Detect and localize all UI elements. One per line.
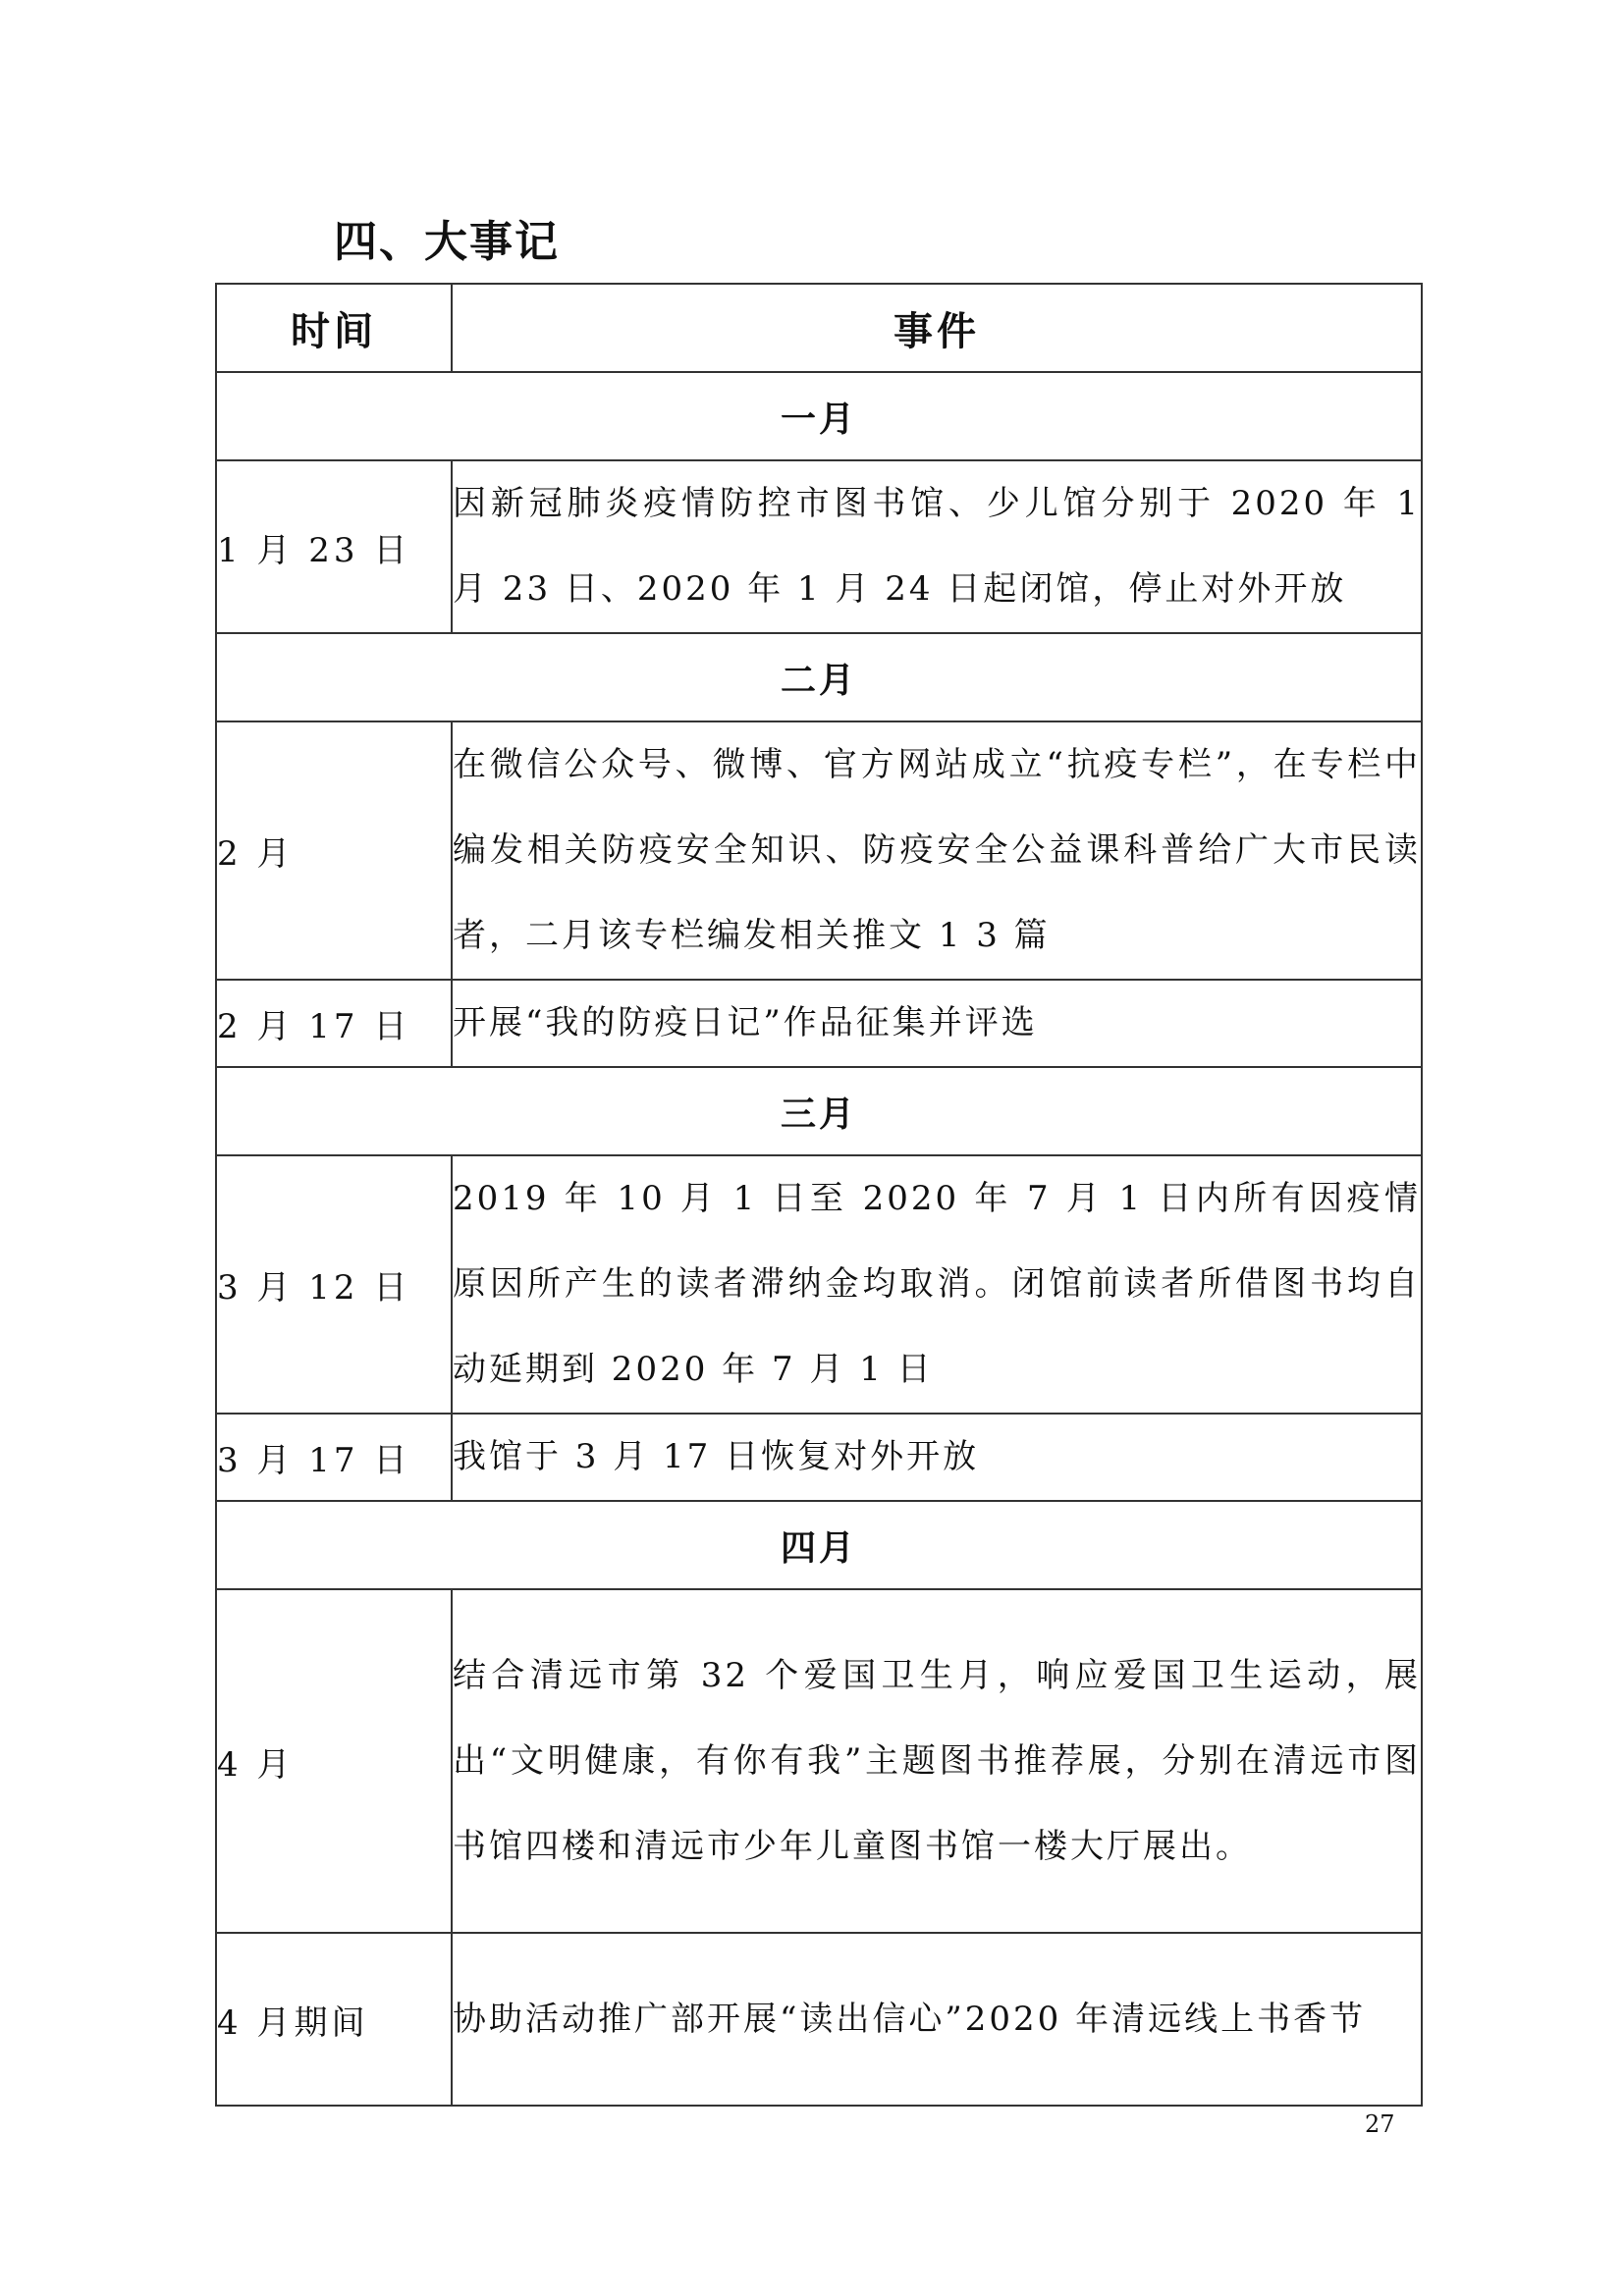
month-label: 三月: [216, 1067, 1422, 1155]
section-heading: 四、大事记: [334, 217, 560, 267]
header-time: 时间: [216, 284, 452, 372]
table-row: [216, 721, 1422, 980]
event-time: 2 月 17 日: [216, 980, 452, 1067]
event-description: 因新冠肺炎疫情防控市图书馆、少儿馆分别于 2020 年 1 月 23 日、2020 年 1 月 24 日起闭馆，停止对外开放: [452, 460, 1422, 633]
event-description: 开展“我的防疫日记”作品征集并评选: [452, 980, 1422, 1067]
month-row: [216, 1501, 1422, 1589]
month-row: [216, 1067, 1422, 1155]
table-row: [216, 1155, 1422, 1414]
event-time: 3 月 17 日: [216, 1414, 452, 1501]
event-description: 我馆于 3 月 17 日恢复对外开放: [452, 1414, 1422, 1501]
month-label: 四月: [216, 1501, 1422, 1589]
event-description: 在微信公众号、微博、官方网站成立“抗疫专栏”，在专栏中编发相关防疫安全知识、防疫安全公益课科普给广大市民读者，二月该专栏编发相关推文 1 3 篇: [452, 721, 1422, 980]
table-row: [216, 1414, 1422, 1501]
table-row: [216, 1933, 1422, 2106]
month-label: 二月: [216, 633, 1422, 721]
table-row: [216, 1589, 1422, 1933]
event-time: 3 月 12 日: [216, 1155, 452, 1414]
event-time: 4 月期间: [216, 1933, 452, 2106]
event-time: 2 月: [216, 721, 452, 980]
month-row: [216, 372, 1422, 460]
month-label: 一月: [216, 372, 1422, 460]
event-description: 2019 年 10 月 1 日至 2020 年 7 月 1 日内所有因疫情原因所产生的读者滞纳金均取消。闭馆前读者所借图书均自动延期到 2020 年 7 月 1 日: [452, 1155, 1422, 1414]
event-description: 结合清远市第 32 个爱国卫生月，响应爱国卫生运动，展出“文明健康，有你有我”主题图书推荐展，分别在清远市图书馆四楼和清远市少年儿童图书馆一楼大厅展出。: [452, 1589, 1422, 1933]
event-time: 4 月: [216, 1589, 452, 1933]
events-table: [215, 283, 1423, 2107]
header-event: 事件: [452, 284, 1422, 372]
month-row: [216, 633, 1422, 721]
event-time: 1 月 23 日: [216, 460, 452, 633]
event-description: 协助活动推广部开展“读出信心”2020 年清远线上书香节: [452, 1933, 1422, 2106]
table-row: [216, 460, 1422, 633]
table-row: [216, 980, 1422, 1067]
page-number: 27: [1365, 2110, 1395, 2138]
table-header-row: [216, 284, 1422, 372]
